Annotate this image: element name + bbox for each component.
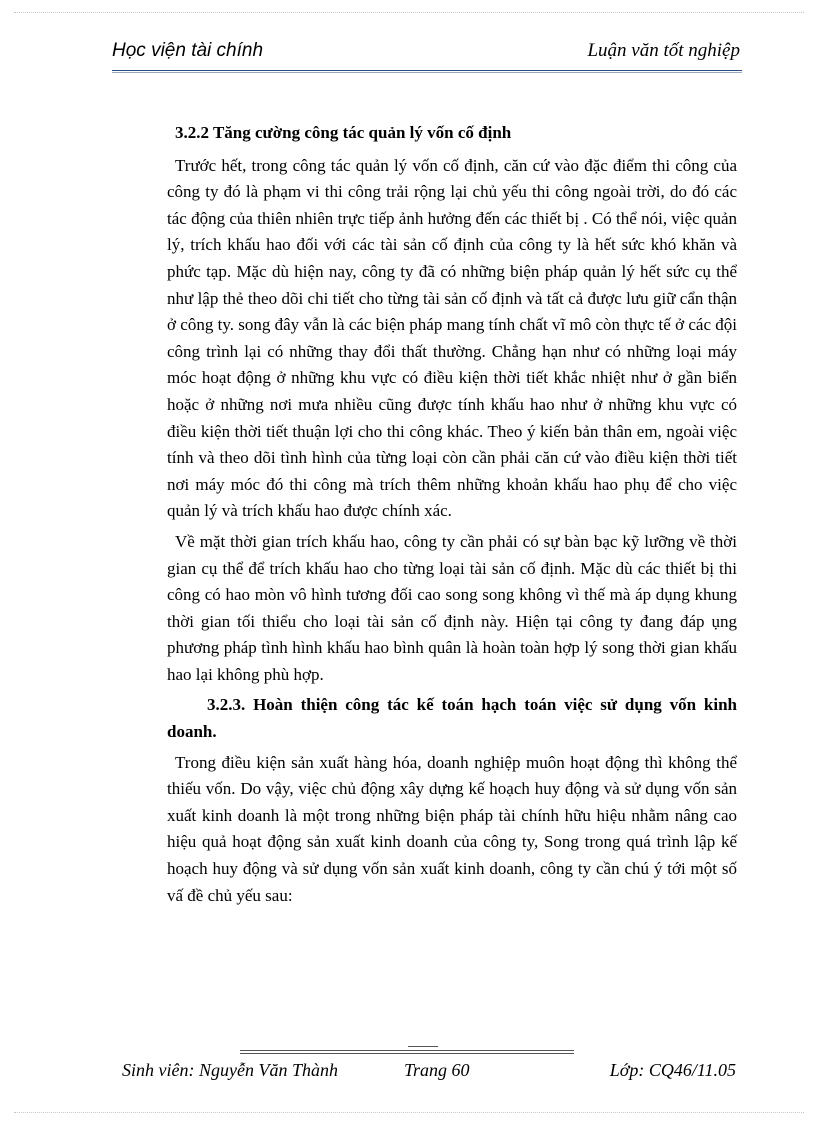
paragraph: Trước hết, trong công tác quản lý vốn cố định, căn cứ vào đặc điểm thi công của công ty đó là phạm vi thi công trải rộng lại chủ yếu thi công ngoài trời, do đó các tác động của thiên nhiên trực tiếp ảnh hưởng đến các thiết bị . Có thể nói, việc quản lý, trích khấu hao đối với các tài sản cố định của công ty là hết sức khó khăn và phức tạp. Mặc dù hiện nay, công ty đã có những biện pháp quản lý hết sức cụ thể như lập thẻ theo dõi chi tiết cho từng tài sản cố định và tất cả được lưu giữ cẩn thận ở công ty. song đây vẫn là các biện pháp mang tính chất vĩ mô còn thực tế ở các đội công trình lại có những thay đổi thất thường. Chẳng hạn như có những loại máy móc hoạt động ở những khu vực có điều kiện thời tiết khắc nhiệt như ở gần biển hoặc ở những nơi mưa nhiều cũng được tính khấu hao như ở những khu vực có điều kiện thời tiết thuận lợi cho thi công khác. Theo ý kiến bản thân em, ngoài việc tính và theo dõi tình hình của từng loại còn cần phải căn cứ vào điều kiện thời tiết nơi máy móc đó thi công mà trích thêm những khoản khấu hao phụ để cho việc quản lý và trích khấu hao được chính xác. <box>167 155 737 521</box>
page-top-border <box>14 12 804 13</box>
header-divider <box>112 70 742 71</box>
paragraph: Trong điều kiện sản xuất hàng hóa, doanh nghiệp muôn hoạt động thì không thể thiếu vốn. Do vậy, việc chủ động xây dựng kế hoạch huy động và sử dụng vốn sản xuất kinh doanh là một trong những biện pháp tài chính hữu hiệu nhằm nâng cao hiệu quả hoạt động sản xuất kinh doanh của công ty, Song trong quá trình lập kế hoạch huy động và sử dụng vốn sản xuất kinh doanh, công ty cần chú ý tới một số vấ đề chủ yếu sau: <box>167 752 737 905</box>
paragraph: Về mặt thời gian trích khấu hao, công ty cần phải có sự bàn bạc kỹ lưỡng về thời gian cụ thể để trích khấu hao cho từng loại tài sản cố định. Mặc dù các thiết bị thi công có hao mòn vô hình tương đối cao song song không vì thế mà áp dụng khung thời gian tối thiểu cho loại tài sản cố định này. Hiện tại công ty đang đáp ụng phương pháp tình hình khấu hao bình quân là hoàn toàn hợp lý song thời gian khấu hao lại không phù hợp. <box>167 531 737 684</box>
footer-page-number: Trang 60 <box>404 1060 470 1080</box>
footer-class-code: Lớp: CQ46/11.05 <box>609 1060 736 1080</box>
section-heading-3-2-2: 3.2.2 Tăng cường công tác quản lý vốn cố định <box>175 123 512 142</box>
page-header <box>112 40 740 70</box>
footer-divider <box>240 1046 574 1056</box>
page-bottom-border <box>14 1112 804 1113</box>
page-footer <box>122 1060 736 1086</box>
header-document-type: Luận văn tốt nghiệp <box>587 40 740 61</box>
footer-student-name: Sinh viên: Nguyễn Văn Thành <box>122 1060 338 1080</box>
page-body <box>167 120 737 909</box>
header-divider-secondary <box>112 72 742 73</box>
header-institution: Học viện tài chính <box>112 40 264 61</box>
section-heading-3-2-3: 3.2.3. Hoàn thiện công tác kế toán hạch toán việc sử dụng vốn kinh doanh. <box>167 695 737 742</box>
